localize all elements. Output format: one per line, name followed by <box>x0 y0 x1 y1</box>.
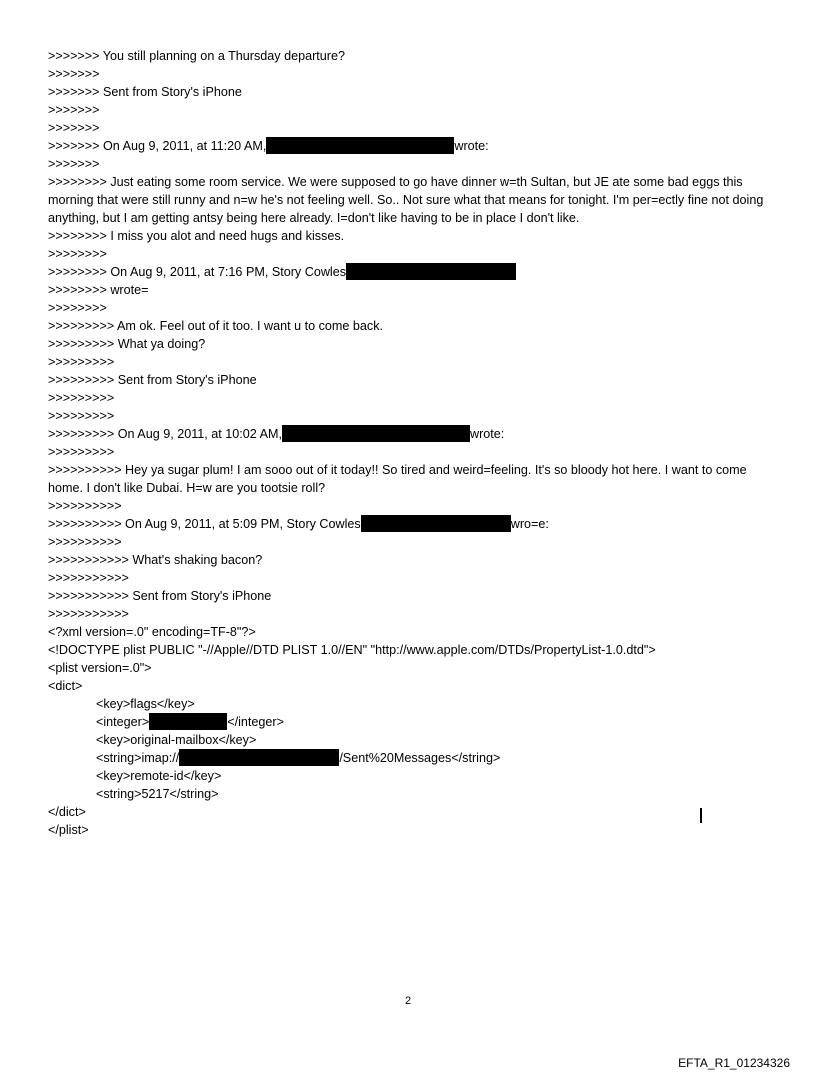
text-segment: >>>>>>>>> On Aug 9, 2011, at 10:02 AM, <box>48 427 282 441</box>
text-line <box>48 515 770 533</box>
text-line: >>>>>>> You still planning on a Thursday departure? <box>48 49 346 63</box>
text-line: >>>>>>>>> <box>48 355 115 369</box>
text-line <box>48 137 770 155</box>
text-line: >>>>>>>>>> <box>48 499 122 513</box>
text-line: <key>flags</key> <box>96 697 195 711</box>
text-line: </dict> <box>48 805 86 819</box>
text-line: >>>>>>>> <box>48 301 107 315</box>
text-line: >>>>>>>>> <box>48 409 115 423</box>
text-line: >>>>>>>>>> <box>48 535 122 549</box>
text-line: <key>remote-id</key> <box>96 769 222 783</box>
text-line: >>>>>>>>> Sent from Story's iPhone <box>48 373 257 387</box>
text-segment: >>>>>>>> On Aug 9, 2011, at 7:16 PM, Story Cowles <box>48 265 347 279</box>
text-segment: /Sent%20Messages</string> <box>339 751 501 765</box>
text-segment: wrote: <box>454 139 489 153</box>
text-line: >>>>>>>>> Am ok. Feel out of it too. I want u to come back. <box>48 319 383 333</box>
text-line: >>>>>>>>> What ya doing? <box>48 337 206 351</box>
text-line: >>>>>>>> wrote= <box>48 283 149 297</box>
text-segment: wrote: <box>470 427 505 441</box>
text-paragraph: >>>>>>>>>> Hey ya sugar plum! I am sooo out of it today!! So tired and weird=feeling. It's so bloody hot here. I want to come home. I don't like Dubai. H=w are you tootsie roll? <box>48 463 747 495</box>
text-line: >>>>>>> <box>48 67 100 81</box>
text-line: >>>>>>> <box>48 103 100 117</box>
text-line: <string>5217</string> <box>96 787 219 801</box>
text-line <box>48 425 770 443</box>
text-line: >>>>>>>>> <box>48 391 115 405</box>
text-line: <dict> <box>48 679 83 693</box>
text-line: <?xml version=.0" encoding=TF-8"?> <box>48 625 256 639</box>
redaction-box <box>179 749 339 766</box>
text-line: >>>>>>>>>>> <box>48 571 129 585</box>
text-segment: </integer> <box>227 715 284 729</box>
text-line: <key>original-mailbox</key> <box>96 733 257 747</box>
text-segment: <integer> <box>96 715 150 729</box>
text-line: </plist> <box>48 823 89 837</box>
text-segment: <string>imap:// <box>96 751 180 765</box>
text-line: <!DOCTYPE plist PUBLIC "-//Apple//DTD PLIST 1.0//EN" "http://www.apple.com/DTDs/PropertyList-1.0.dtd"> <box>48 643 656 657</box>
redaction-box <box>266 137 454 154</box>
text-segment: wro=e: <box>510 517 549 531</box>
text-line: >>>>>>>>>>> Sent from Story's iPhone <box>48 589 272 603</box>
text-line: <plist version=.0"> <box>48 661 152 675</box>
text-line <box>48 713 770 731</box>
text-paragraph: >>>>>>>> Just eating some room service. We were supposed to go have dinner w=th Sultan, but JE ate some bad eggs this morning that were still runny and n=w he's not feeling well. So.. Not sure what that means for tonight. I'm per=ectly fine not doing anything, but I am getting antsy being here already. I=don't like having to be in place I don't like. <box>48 175 764 225</box>
text-line: >>>>>>> <box>48 121 100 135</box>
text-line: >>>>>>>>>>> <box>48 607 129 621</box>
text-line: >>>>>>> <box>48 157 100 171</box>
text-line: >>>>>>>>> <box>48 445 115 459</box>
bates-number: EFTA_R1_01234326 <box>678 1056 790 1070</box>
text-segment: >>>>>>> On Aug 9, 2011, at 11:20 AM, <box>48 139 267 153</box>
page-number: 2 <box>404 995 412 1007</box>
text-cursor <box>700 808 702 823</box>
text-line: >>>>>>>> <box>48 247 107 261</box>
text-segment: >>>>>>>>>> On Aug 9, 2011, at 5:09 PM, Story Cowles <box>48 517 361 531</box>
redaction-box <box>282 425 470 442</box>
text-line: >>>>>>>> I miss you alot and need hugs and kisses. <box>48 229 345 243</box>
redaction-box <box>346 263 516 280</box>
document-body <box>48 47 770 839</box>
text-line <box>48 749 770 767</box>
text-line: >>>>>>>>>>> What's shaking bacon? <box>48 553 263 567</box>
redaction-box <box>149 713 227 730</box>
text-line <box>48 263 770 281</box>
redaction-box <box>361 515 511 532</box>
text-line: >>>>>>> Sent from Story's iPhone <box>48 85 242 99</box>
